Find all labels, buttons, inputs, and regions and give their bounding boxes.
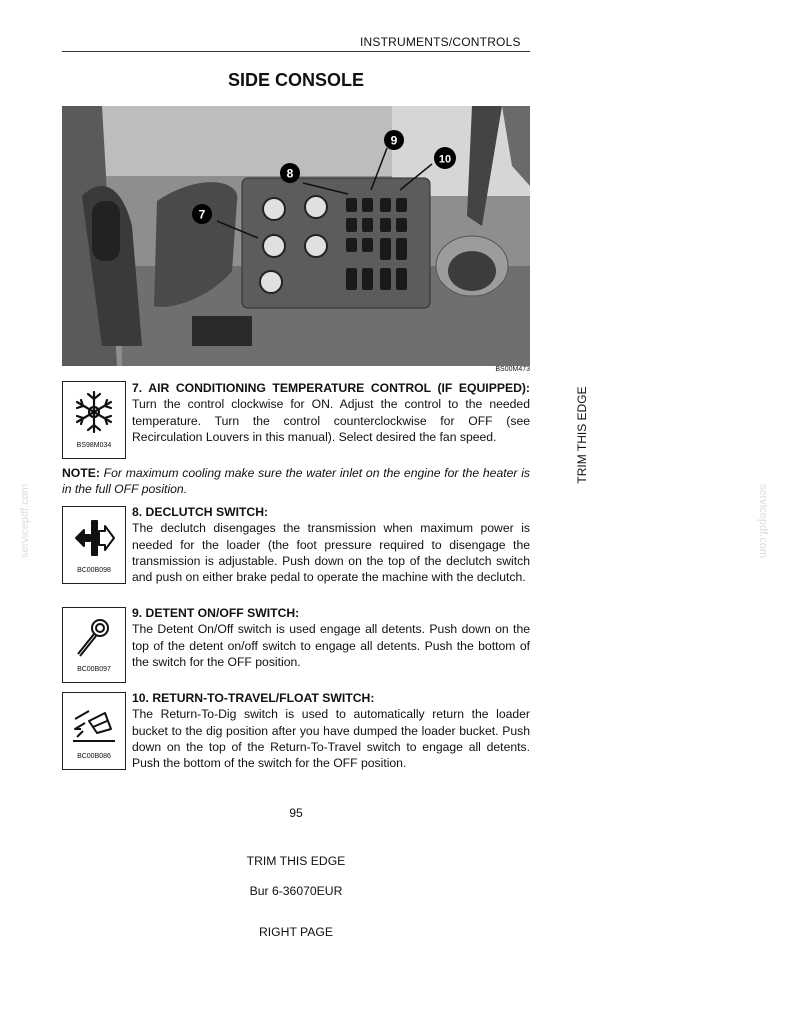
doc-code: Bur 6-36070EUR (249, 884, 343, 898)
note (62, 465, 530, 498)
snowflake-icon (72, 388, 116, 436)
running-header: INSTRUMENTS/CONTROLS (360, 35, 521, 49)
entry-air-conditioning (132, 380, 530, 445)
entry-return-to-travel (132, 690, 530, 771)
entry-heading: 9. DETENT ON/OFF SWITCH: (132, 606, 300, 620)
header-rule (62, 51, 530, 52)
page-side: RIGHT PAGE (258, 925, 334, 939)
watermark-left: servicepdf.com (18, 484, 31, 558)
footer-trim: TRIM THIS EDGE (246, 854, 346, 868)
declutch-icon (72, 515, 116, 561)
section-title: SIDE CONSOLE (227, 70, 365, 90)
entry-body: The Detent On/Off switch is used engage all detents. Push down on the top of the detent on/off switch to engage all detents. Push the bottom of the switch for the OFF position. (132, 622, 530, 669)
bucket-icon-box (62, 692, 126, 770)
icon-code: BC00B097 (77, 666, 111, 673)
entry-detent-switch (132, 605, 530, 670)
console-photo (62, 106, 530, 366)
entry-heading: 7. AIR CONDITIONING TEMPERATURE CONTROL (IF EQUIPPED): (132, 381, 530, 395)
page-number: 95 (289, 806, 303, 820)
side-trim-label: TRIM THIS EDGE (575, 386, 589, 484)
callout-10: 10 (438, 153, 452, 166)
icon-code: BC00B098 (77, 567, 111, 574)
declutch-icon-box (62, 506, 126, 584)
watermark-right: servicepdf.com (756, 484, 769, 558)
callout-8: 8 (286, 166, 294, 181)
entry-declutch-switch (132, 504, 530, 585)
callout-7: 7 (198, 207, 206, 222)
entry-heading: 8. DECLUTCH SWITCH: (132, 505, 269, 519)
entry-body: The Return-To-Dig switch is used to automatically return the loader bucket to the dig position after you have dumped the loader bucket. Push down on the top of the Return-To-Travel switch to engage all detents. Push the bottom of the switch for the OFF position. (132, 707, 530, 771)
photo-code: BS00M473 (495, 366, 530, 373)
entry-body: Turn the control clockwise for ON. Adjust the control to the needed temperature. Turn the control counterclockwise for OFF (see Recirculation Louvers in this manual). Select desired the fan speed. (132, 397, 530, 444)
detent-lever-icon (72, 614, 116, 662)
icon-code: BC00B086 (77, 753, 111, 760)
detent-icon-box (62, 607, 126, 683)
snowflake-icon-box (62, 381, 126, 459)
note-text: For maximum cooling make sure the water inlet on the engine for the heater is in the full OFF position. (62, 466, 531, 497)
side-trim-edge (570, 380, 594, 500)
callout-9: 9 (390, 133, 398, 148)
bucket-return-icon (69, 699, 119, 747)
console-photo-illustration (62, 106, 530, 366)
entry-heading: 10. RETURN-TO-TRAVEL/FLOAT SWITCH: (132, 691, 375, 705)
entry-body: The declutch disengages the transmission when maximum power is needed for the loader (the foot pressure required to disengage the transmission is adjustable. Push down on the top of the declutch switch and push on either brake pedal to operate the machine with the declutch. (132, 521, 530, 585)
icon-code: BS98M034 (76, 442, 112, 449)
note-label: NOTE: (62, 466, 100, 480)
